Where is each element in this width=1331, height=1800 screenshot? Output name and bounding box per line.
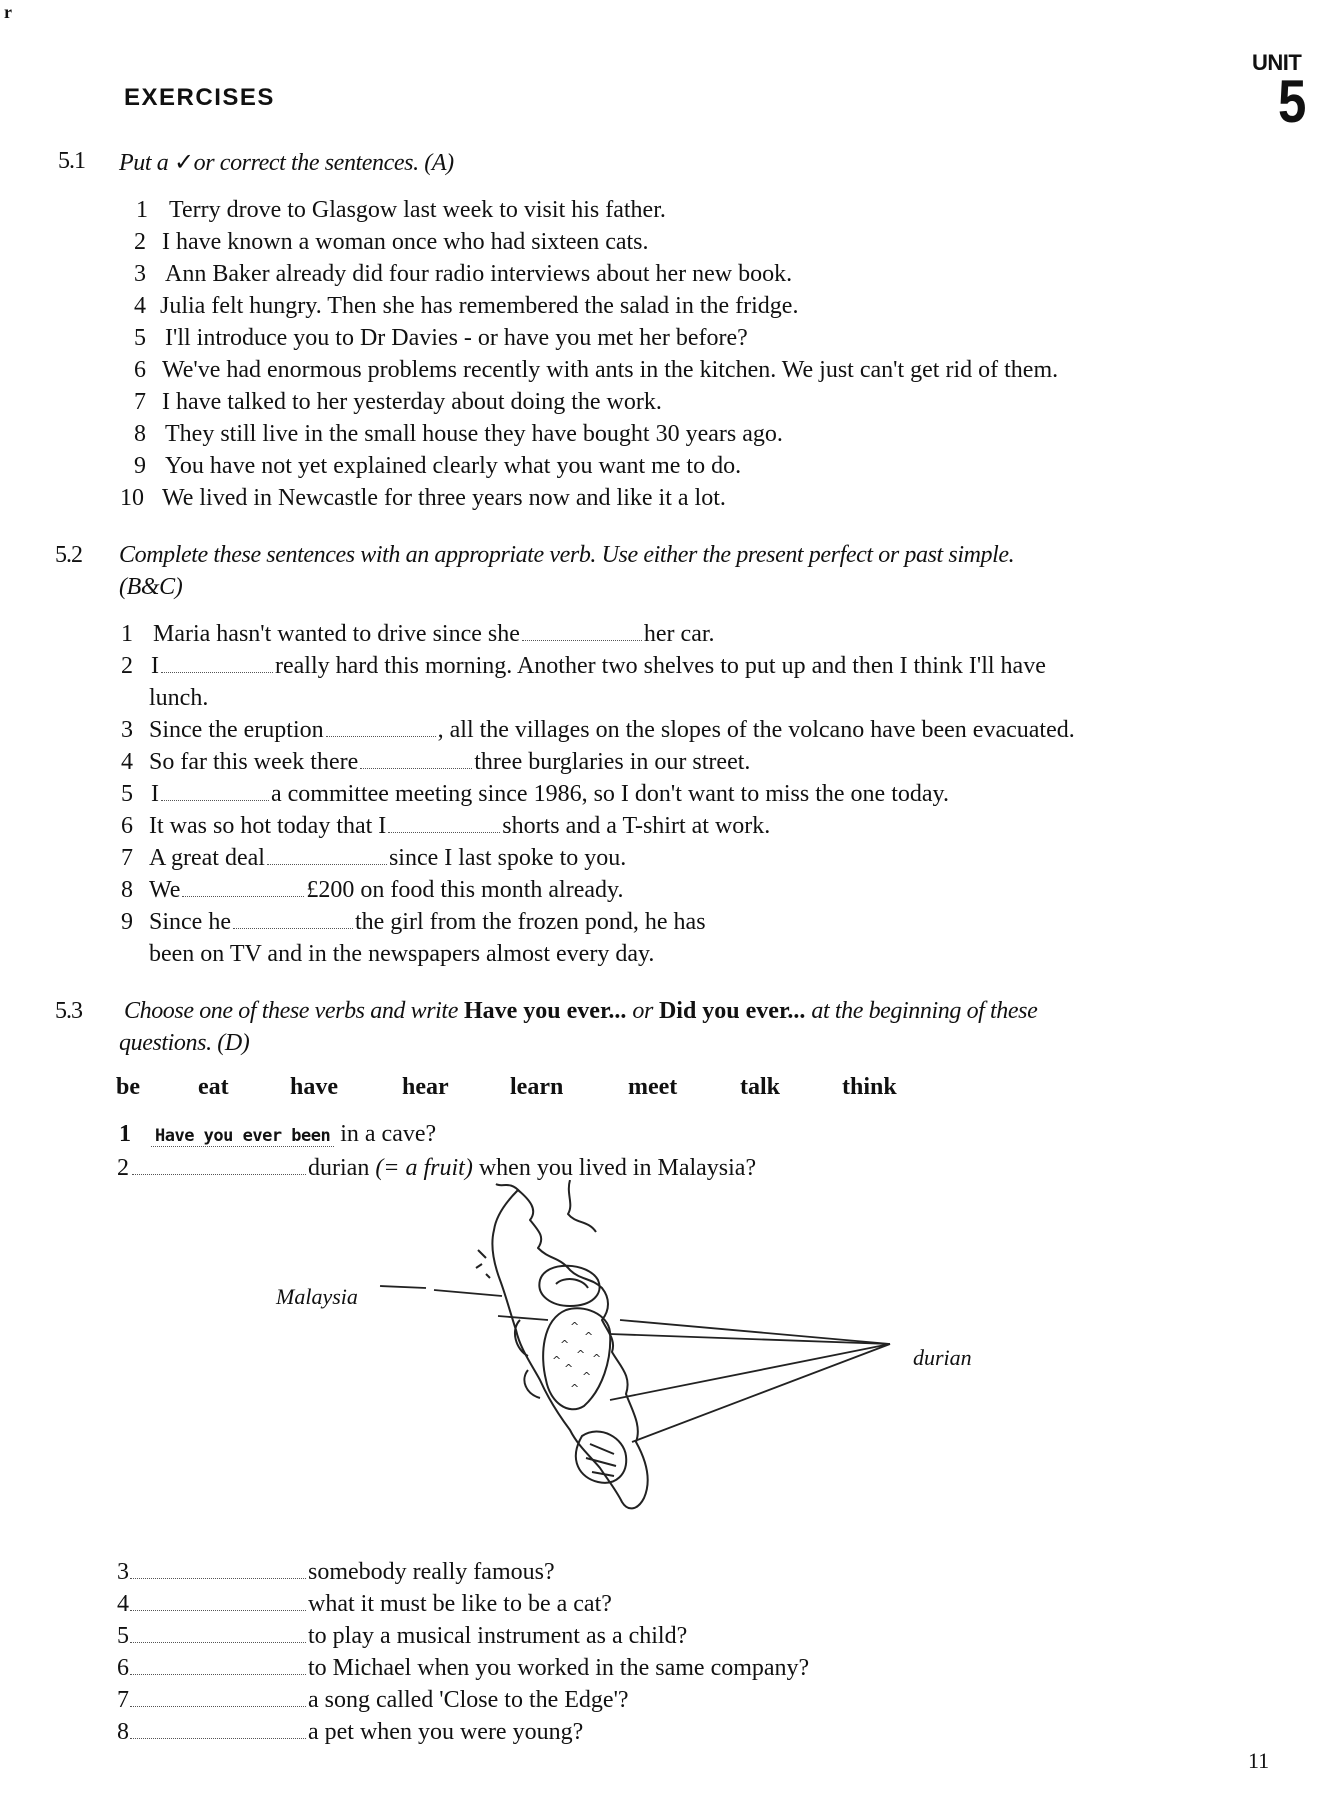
item-number: 2 [134, 229, 146, 255]
item-number: 6 [117, 1655, 129, 1681]
item-number: 5 [134, 325, 146, 351]
item-number: 3 [134, 261, 146, 287]
list-item [149, 685, 208, 712]
svg-text:^: ^ [570, 1382, 580, 1395]
item-text: (= a fruit) [375, 1155, 473, 1181]
tick-icon: ✓ [173, 150, 194, 176]
item-number: 5 [117, 1623, 129, 1649]
answer-blank[interactable] [130, 1560, 306, 1579]
list-item [117, 1155, 756, 1182]
list-item [121, 845, 626, 872]
exercise-instruction [119, 148, 454, 177]
item-text: really hard this morning. Another two shelves to put up and then I think I'll have [275, 653, 1046, 679]
instruction-text: or [632, 998, 653, 1024]
verb-word: eat [198, 1074, 229, 1100]
exercise-number: 5.3 [55, 998, 82, 1024]
item-text: I [151, 781, 159, 807]
map-label-durian: durian [913, 1345, 972, 1370]
answer-blank[interactable] [182, 878, 304, 897]
unit-number: 5 [1278, 68, 1307, 135]
answer-blank[interactable] [130, 1656, 306, 1675]
list-item [134, 293, 798, 320]
list-item [117, 1559, 555, 1586]
item-text: her car. [643, 621, 715, 647]
verb-list [116, 1074, 936, 1101]
item-number: 2 [117, 1155, 129, 1181]
answer-blank[interactable] [233, 910, 353, 929]
instruction-text: Put a [119, 150, 169, 176]
exercise-number: 5.1 [58, 148, 85, 174]
item-number: 7 [117, 1687, 129, 1713]
list-item [134, 389, 662, 416]
answer-blank[interactable] [130, 1592, 306, 1611]
item-text: shorts and a T-shirt at work. [502, 813, 771, 839]
item-number: 3 [117, 1559, 129, 1585]
item-text: in a cave? [340, 1121, 437, 1147]
verb-word: have [290, 1074, 338, 1100]
item-number: 3 [121, 717, 133, 743]
list-item [134, 357, 1058, 384]
svg-text:^: ^ [576, 1348, 586, 1361]
answer-blank[interactable] [130, 1624, 306, 1643]
unit-label: UNIT [1252, 50, 1302, 75]
item-text: We lived in Newcastle for three years now and like it a lot. [162, 485, 726, 511]
item-text: a committee meeting since 1986, so I don't want to miss the one today. [271, 781, 949, 807]
item-text: three burglaries in our street. [474, 749, 751, 775]
list-item [119, 1121, 436, 1148]
item-text: Julia felt hungry. Then she has remembered the salad in the fridge. [160, 293, 799, 319]
item-text: They still live in the small house they have bought 30 years ago. [165, 421, 783, 447]
list-item [121, 717, 1075, 744]
item-text: , all the villages on the slopes of the volcano have been evacuated. [437, 717, 1075, 743]
list-item [134, 261, 792, 288]
item-text: It was so hot today that I [149, 813, 387, 839]
item-number: 8 [117, 1719, 129, 1745]
item-number: 4 [134, 293, 146, 319]
item-text: a song called 'Close to the Edge'? [308, 1687, 629, 1713]
item-text: lunch. [149, 685, 209, 711]
item-text: £200 on food this month already. [306, 877, 624, 903]
instruction-text: at the beginning of these [811, 998, 1038, 1024]
verb-word: talk [740, 1074, 781, 1100]
answer-blank[interactable] [161, 782, 269, 801]
answer-blank[interactable] [388, 814, 500, 833]
answer-blank[interactable] [130, 1720, 306, 1739]
list-item [117, 1719, 583, 1746]
exercise-instruction [124, 998, 1037, 1025]
list-item [117, 1687, 629, 1714]
exercise-number: 5.2 [55, 542, 82, 568]
svg-text:^: ^ [552, 1354, 562, 1367]
item-number: 2 [121, 653, 133, 679]
item-number: 5 [121, 781, 133, 807]
instruction-text: or correct the sentences. (A) [193, 150, 454, 176]
verb-word: meet [628, 1074, 678, 1100]
item-text: I have talked to her yesterday about doing the work. [162, 389, 662, 415]
item-text: Maria hasn't wanted to drive since she [153, 621, 520, 647]
list-item [121, 909, 706, 936]
list-item [134, 453, 741, 480]
item-text: We've had enormous problems recently with ants in the kitchen. We just can't get rid of them. [162, 357, 1059, 383]
corner-mark: r [4, 2, 12, 22]
svg-text:^: ^ [560, 1338, 570, 1351]
instruction-text: Choose one of these verbs and write [124, 998, 458, 1024]
answer-blank[interactable] [326, 718, 436, 737]
list-item [120, 485, 726, 512]
peninsula-outline [492, 1190, 647, 1508]
list-item [121, 813, 770, 840]
example-answer: Have you ever been [151, 1126, 334, 1147]
item-number: 8 [134, 421, 146, 447]
svg-text:^: ^ [592, 1352, 602, 1365]
item-text: durian [308, 1155, 370, 1181]
item-text: the girl from the frozen pond, he has [354, 909, 706, 935]
list-item [121, 621, 715, 648]
section-title: EXERCISES [124, 84, 275, 111]
answer-blank[interactable] [130, 1688, 306, 1707]
answer-blank[interactable] [132, 1156, 306, 1175]
instruction-text: Did you ever... [658, 998, 806, 1024]
item-number: 4 [121, 749, 133, 775]
item-number: 1 [121, 621, 133, 647]
map-label-malaysia: Malaysia [276, 1284, 358, 1309]
item-text: what it must be like to be a cat? [308, 1591, 612, 1617]
list-item [117, 1623, 687, 1650]
item-number: 1 [119, 1121, 131, 1147]
item-text: I [151, 653, 159, 679]
item-text: Ann Baker already did four radio interviews about her new book. [165, 261, 793, 287]
list-item [136, 197, 666, 224]
exercise-instruction: (B&C) [119, 574, 183, 600]
item-text: You have not yet explained clearly what you want me to do. [165, 453, 742, 479]
item-number: 4 [117, 1591, 129, 1617]
instruction-text: Have you ever... [463, 998, 627, 1024]
item-number: 7 [121, 845, 133, 871]
verb-word: hear [402, 1074, 449, 1100]
item-number: 9 [134, 453, 146, 479]
item-text: Since he [149, 909, 231, 935]
answer-blank[interactable] [161, 654, 273, 673]
item-text: a pet when you were young? [308, 1719, 584, 1745]
item-text: been on TV and in the newspapers almost every day. [149, 941, 655, 967]
item-text: to play a musical instrument as a child? [308, 1623, 688, 1649]
item-number: 6 [134, 357, 146, 383]
svg-text:^: ^ [584, 1330, 594, 1343]
item-text: Terry drove to Glasgow last week to visit his father. [169, 197, 666, 223]
item-text: since I last spoke to you. [388, 845, 627, 871]
item-number: 7 [134, 389, 146, 415]
item-text: Since the eruption [149, 717, 324, 743]
item-text: I'll introduce you to Dr Davies - or have you met her before? [165, 325, 748, 351]
svg-text:^: ^ [582, 1370, 592, 1383]
page-number: 11 [1248, 1748, 1270, 1773]
item-number: 6 [121, 813, 133, 839]
list-item [134, 325, 748, 352]
item-number: 8 [121, 877, 133, 903]
verb-word: be [116, 1074, 140, 1100]
verb-word: learn [510, 1074, 564, 1100]
answer-blank[interactable] [522, 622, 642, 641]
verb-word: think [842, 1074, 897, 1100]
list-item [121, 749, 750, 776]
list-item [134, 421, 783, 448]
exercise-instruction: questions. (D) [119, 1030, 250, 1056]
answer-blank[interactable] [360, 750, 472, 769]
item-text: to Michael when you worked in the same company? [308, 1655, 810, 1681]
item-text: So far this week there [149, 749, 359, 775]
answer-blank[interactable] [267, 846, 387, 865]
list-item [121, 653, 1046, 680]
exercise-instruction: Complete these sentences with an appropriate verb. Use either the present perfect or past simple. [119, 542, 1015, 568]
list-item [121, 877, 623, 904]
item-number: 1 [136, 197, 148, 223]
item-text: We [149, 877, 181, 903]
item-number: 10 [120, 485, 144, 511]
list-item [134, 229, 649, 256]
list-item [117, 1655, 809, 1682]
list-item [121, 781, 949, 808]
malaysia-map-illustration [370, 1180, 910, 1540]
list-item [149, 941, 654, 968]
svg-text:^: ^ [564, 1362, 574, 1375]
item-text: somebody really famous? [308, 1559, 555, 1585]
item-number: 9 [121, 909, 133, 935]
item-text: A great deal [149, 845, 265, 871]
list-item [117, 1591, 612, 1618]
item-text: I have known a woman once who had sixteen cats. [162, 229, 649, 255]
svg-text:^: ^ [570, 1320, 580, 1333]
item-text: when you lived in Malaysia? [478, 1155, 757, 1181]
